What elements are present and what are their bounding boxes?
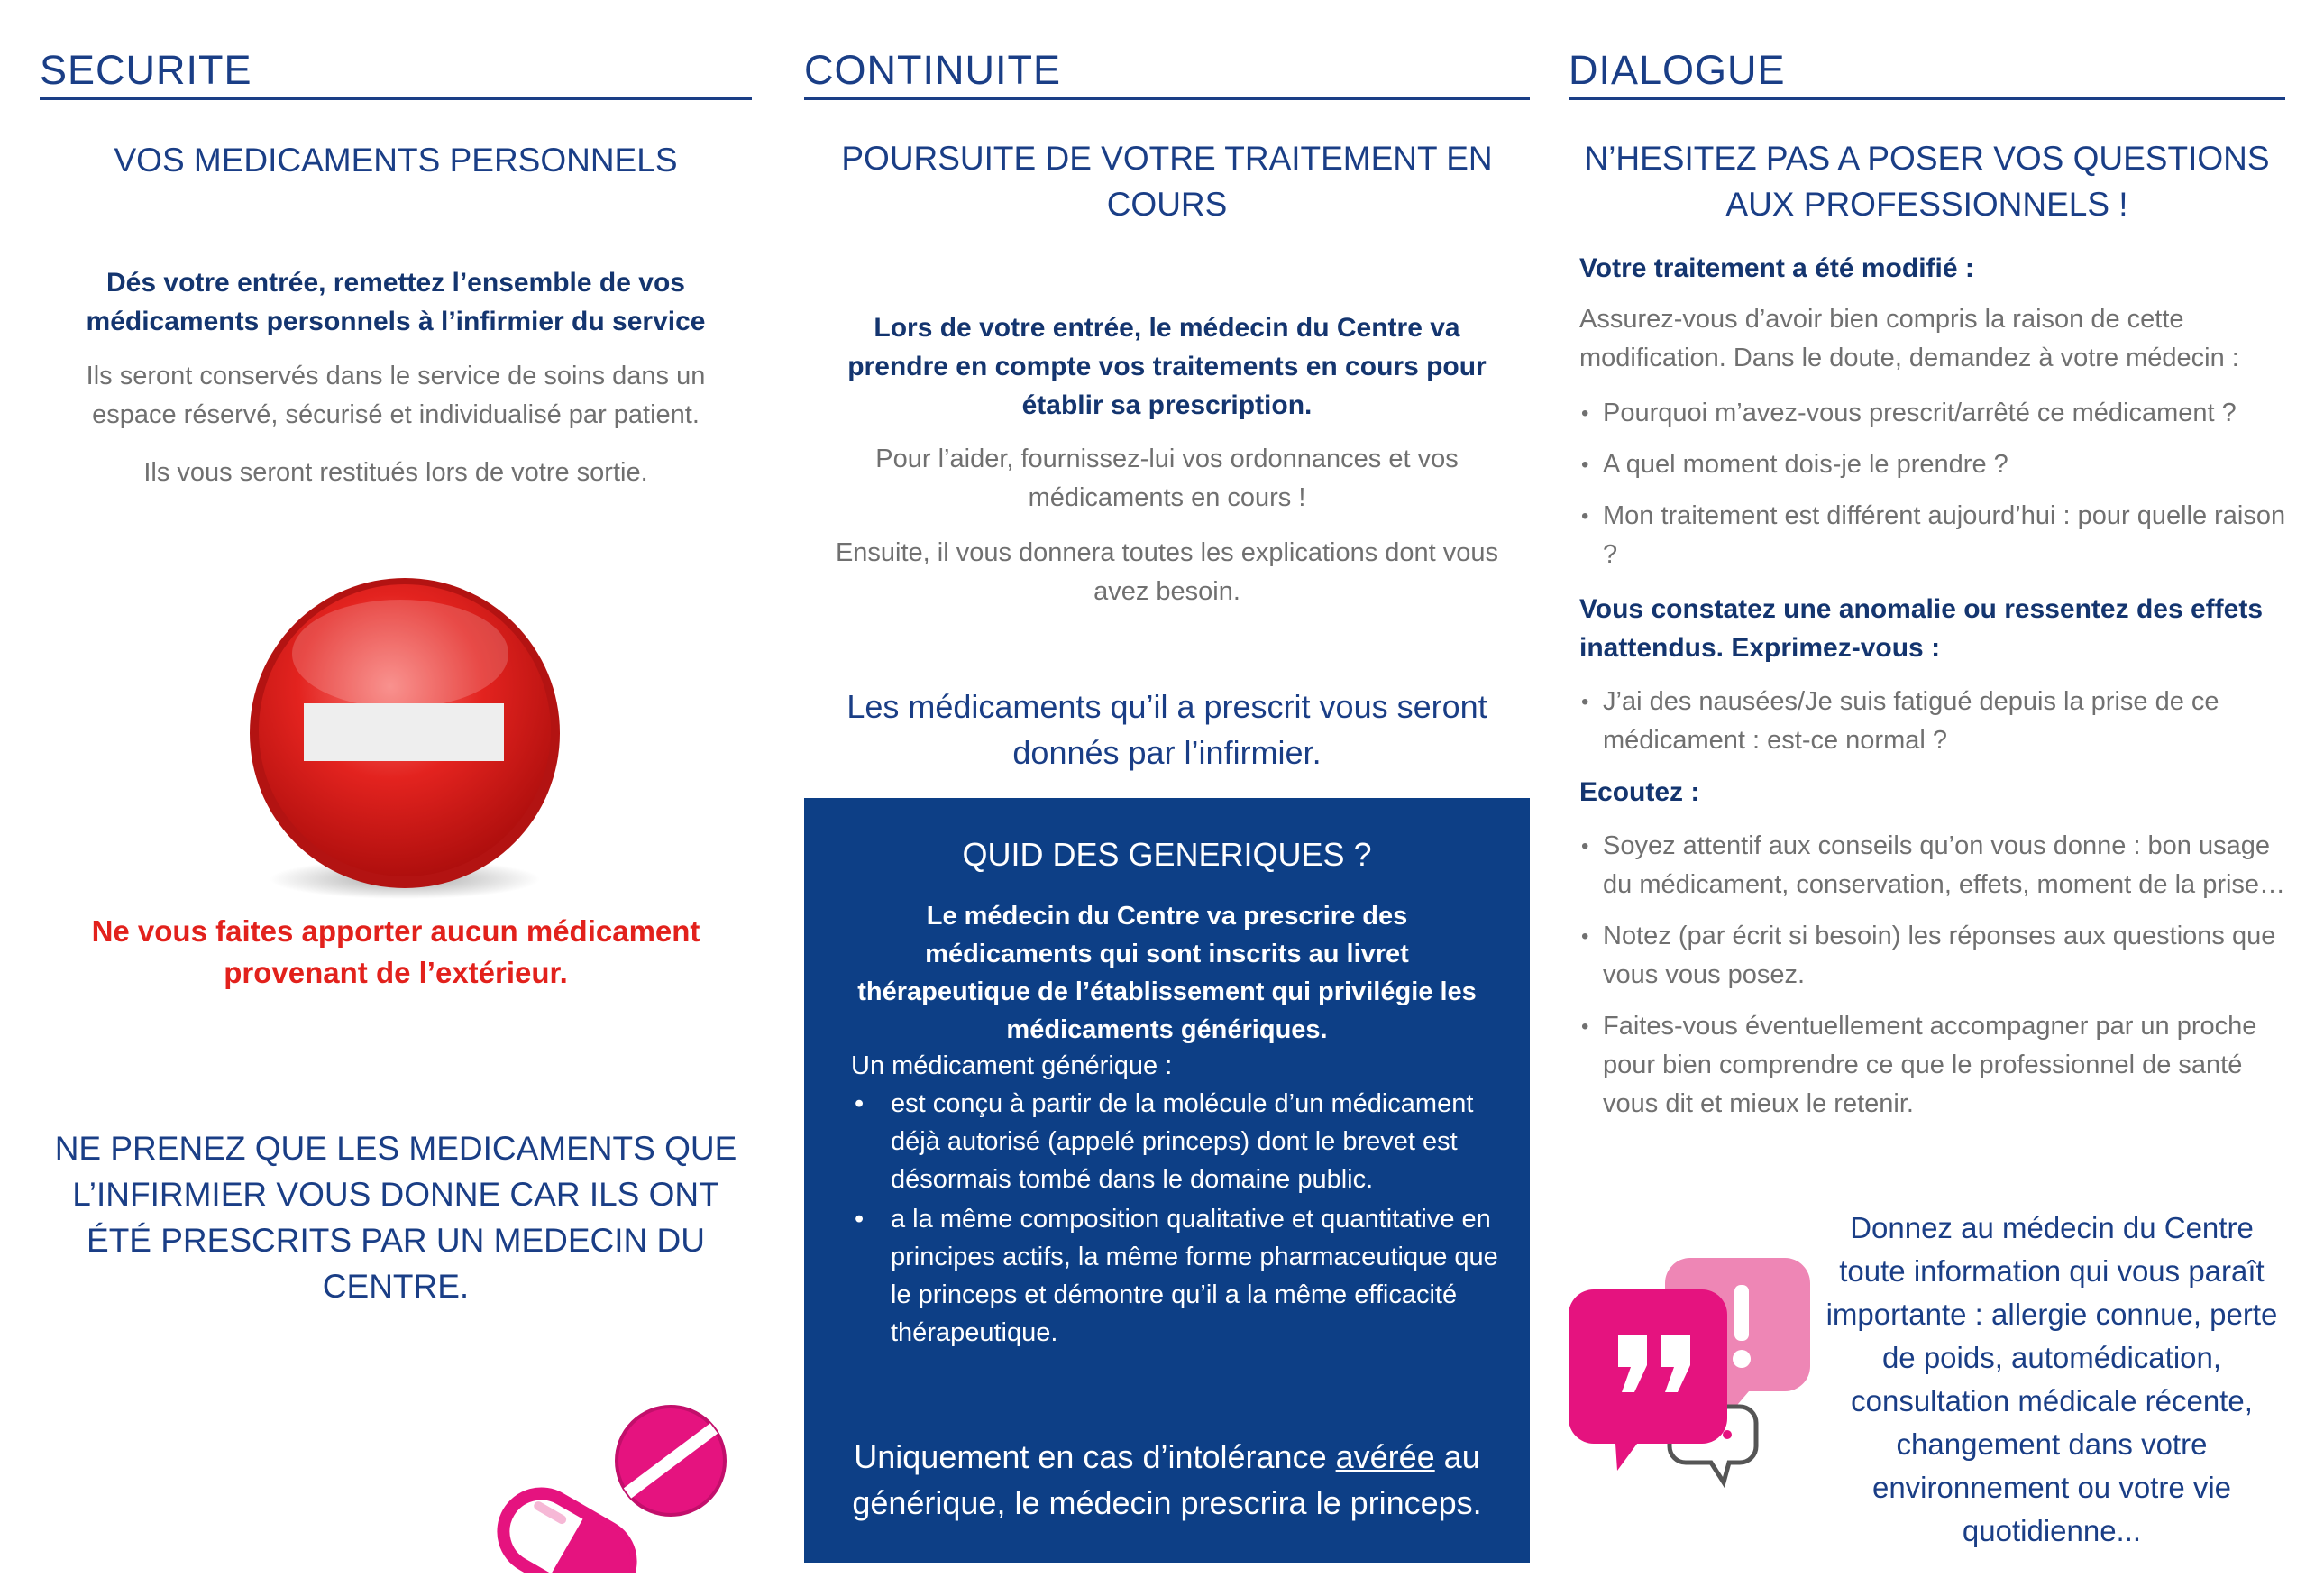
generics-final-note bbox=[822, 1434, 1512, 1526]
securite-column bbox=[40, 0, 752, 1562]
final-note-underlined: avérée bbox=[1335, 1438, 1435, 1475]
securite-warning: Ne vous faites apporter aucun médicament provenant de l’extérieur. bbox=[91, 914, 700, 989]
anomaly-title: Vous constatez une anomalie ou ressentez des effets inattendus. Exprimez-vous : bbox=[1579, 594, 2263, 663]
list-item: • Notez (par écrit si besoin) les réponses aux questions que vous vous posez. bbox=[1579, 917, 2292, 995]
securite-notice: NE PRENEZ QUE LES MEDICAMENTS QUE L’INFIRMIER VOUS DONNE CAR ILS ONT ÉTÉ PRESCRITS PAR UN MEDECIN DU CENTRE. bbox=[54, 1130, 737, 1305]
securite-intro: Dés votre entrée, remettez l’ensemble de vos médicaments personnels à l’infirmier du service bbox=[86, 268, 706, 336]
anomaly-list bbox=[1579, 683, 2292, 773]
treatment-questions-list bbox=[1579, 394, 2292, 587]
continuite-given-by-nurse: Les médicaments qu’il a prescrit vous seront donnés par l’infirmier. bbox=[846, 688, 1487, 771]
generics-list bbox=[851, 1085, 1500, 1353]
continuite-subheading: POURSUITE DE VOTRE TRAITEMENT EN COURS bbox=[841, 140, 1493, 223]
list-item: • est conçu à partir de la molécule d’un médicament déjà autorisé (appelé princeps) dont le brevet est désormais tombé dans le domaine public. bbox=[851, 1085, 1500, 1198]
list-item: • J’ai des nausées/Je suis fatigué depuis la prise de ce médicament : est-ce normal ? bbox=[1579, 683, 2292, 760]
listen-title: Ecoutez : bbox=[1579, 777, 1700, 807]
pills-icon bbox=[495, 1384, 765, 1573]
generics-box bbox=[804, 798, 1530, 1563]
securite-subheading: VOS MEDICAMENTS PERSONNELS bbox=[114, 142, 678, 179]
final-note-end: au générique, le médecin prescrira le princeps. bbox=[852, 1438, 1482, 1521]
list-item: • Soyez attentif aux conseils qu’on vous donne : bon usage du médicament, conservation, effets, moment de la prise… bbox=[1579, 827, 2292, 904]
continuite-column bbox=[804, 0, 1530, 1562]
generics-title: QUID DES GENERIQUES ? bbox=[962, 836, 1372, 873]
generics-lead: Un médicament générique : bbox=[851, 1051, 1173, 1080]
list-item: • a la même composition qualitative et quantitative en principes actifs, la même forme pharmaceutique que le princeps et démontre qu’il a la même efficacité thérapeutique. bbox=[851, 1200, 1500, 1352]
list-item: • Pourquoi m’avez-vous prescrit/arrêté ce médicament ? bbox=[1579, 394, 2292, 433]
list-item: • Mon traitement est différent aujourd’hui : pour quelle raison ? bbox=[1579, 497, 2292, 574]
treatment-modified-text: Assurez-vous d’avoir bien compris la raison de cette modification. Dans le doute, demandez à votre médecin : bbox=[1579, 305, 2239, 372]
dialogue-subheading: N’HESITEZ PAS A POSER VOS QUESTIONS AUX PROFESSIONNELS ! bbox=[1584, 140, 2270, 223]
securite-paragraph-1: Ils seront conservés dans le service de soins dans un espace réservé, sécurisé et individualisé par patient. bbox=[86, 362, 706, 429]
securite-heading: SECURITE bbox=[40, 0, 752, 100]
final-note-start: Uniquement en cas d’intolérance bbox=[854, 1438, 1336, 1475]
list-item: • A quel moment dois-je le prendre ? bbox=[1579, 445, 2292, 484]
continuite-heading: CONTINUITE bbox=[804, 0, 1530, 100]
treatment-modified-title: Votre traitement a été modifié : bbox=[1579, 253, 1974, 283]
continuite-paragraph-1: Pour l’aider, fournissez-lui vos ordonnances et vos médicaments en cours ! bbox=[875, 445, 1459, 512]
list-item: • Faites-vous éventuellement accompagner par un proche pour bien comprendre ce que le professionnel de santé vous dit et mieux le retenir. bbox=[1579, 1007, 2292, 1124]
dialogue-column bbox=[1569, 0, 2285, 1562]
securite-paragraph-2: Ils vous seront restitués lors de votre sortie. bbox=[143, 458, 648, 487]
dialogue-closing-note: Donnez au médecin du Centre toute information qui vous paraît importante : allergie connue, perte de poids, automédication, consultation médicale récente, changement dans votre environnement ou votre vie quotidienne... bbox=[1825, 1211, 2278, 1547]
speech-bubbles-icon bbox=[1569, 1249, 1821, 1488]
generics-intro: Le médecin du Centre va prescrire des médicaments qui sont inscrits au livret thérapeutique de l’établissement qui privilégie les médicaments génériques. bbox=[857, 902, 1477, 1044]
dialogue-heading: DIALOGUE bbox=[1569, 0, 2285, 100]
continuite-intro: Lors de votre entrée, le médecin du Centre va prendre en compte vos traitements en cours pour établir sa prescription. bbox=[847, 313, 1487, 420]
listen-list bbox=[1579, 827, 2292, 1136]
continuite-paragraph-2: Ensuite, il vous donnera toutes les explications dont vous avez besoin. bbox=[835, 538, 1499, 606]
no-entry-icon bbox=[242, 568, 567, 902]
